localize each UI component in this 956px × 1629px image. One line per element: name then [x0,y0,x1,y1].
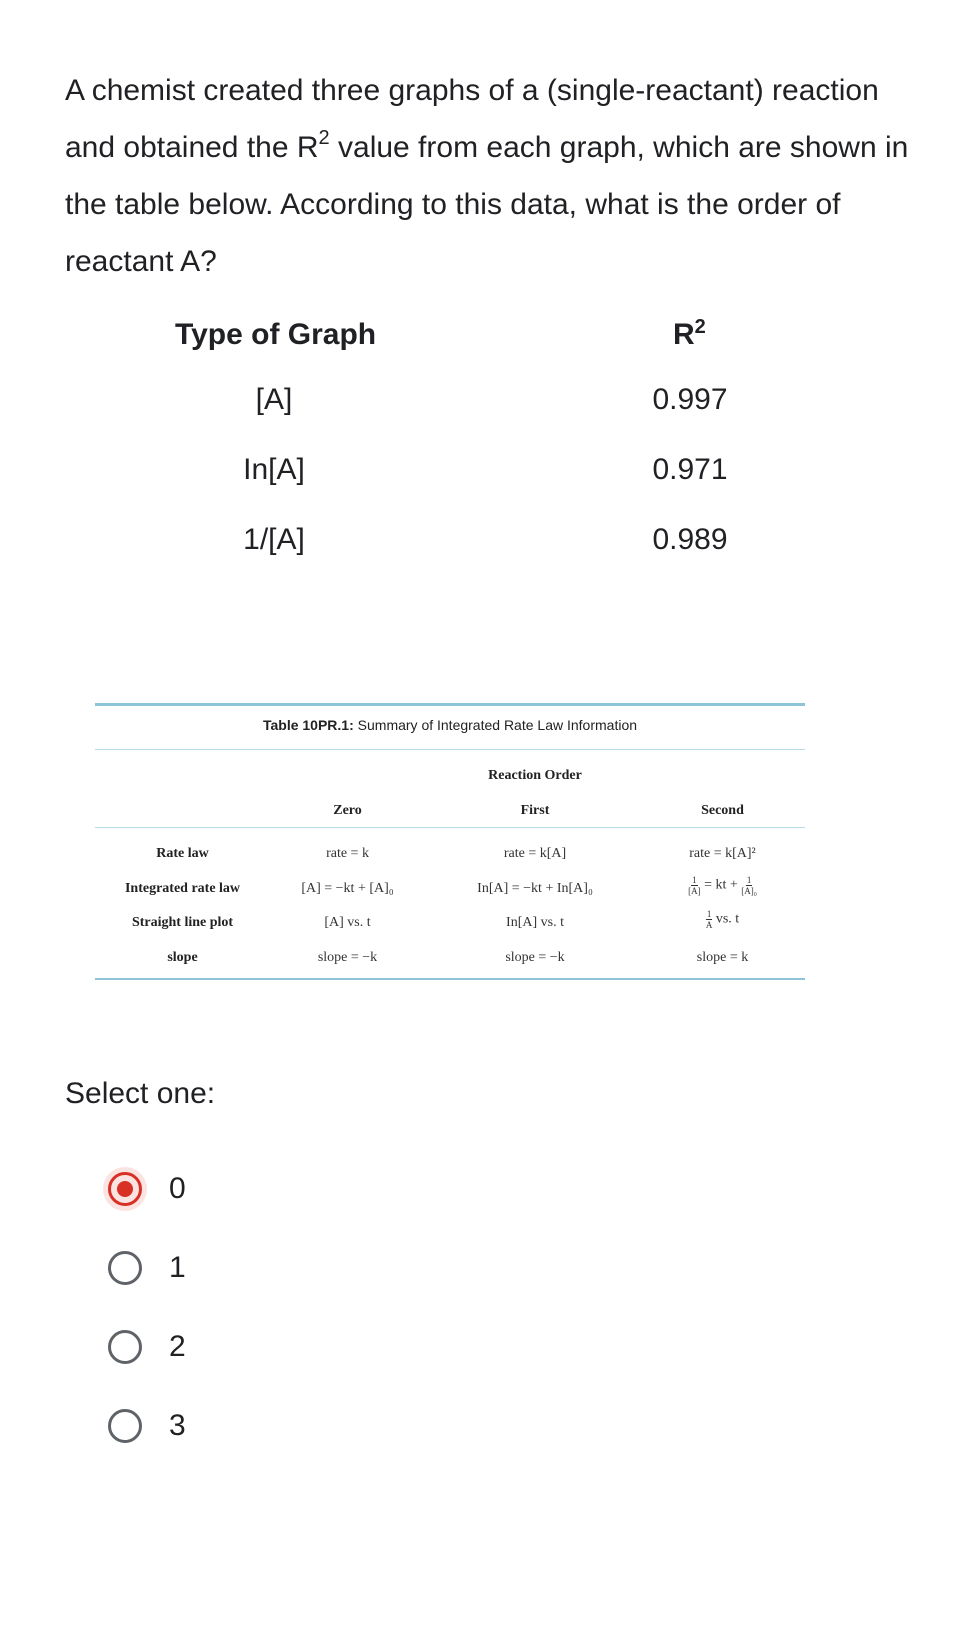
answer-option-label: 3 [169,1409,186,1442]
radio-button[interactable] [108,1409,142,1443]
row-label-straight-line-plot: Straight line plot [131,915,234,930]
radio-button-checked[interactable] [108,1172,142,1206]
integrated-rate-law-table-image [95,703,805,985]
fraction: $\frac{1}{\text{[A]₀}}$ [741,875,757,896]
reaction-order-header: Reaction Order [488,768,582,783]
answer-option-0[interactable] [103,1167,186,1211]
row-label-integrated-rate-law: Integrated rate law [124,881,241,896]
header-type-of-graph: Type of Graph [175,318,377,351]
radio-focus-ring [103,1246,147,1290]
radio-focus-ring [103,1404,147,1448]
answer-option-1[interactable] [103,1246,186,1290]
r2-value-cell: 0.971 [652,453,728,486]
cell-zero-plot: [A] vs. t [324,915,371,930]
graph-type-cell: [A] [255,383,293,416]
header-r-squared: $R^2$ [673,316,706,351]
table-rule [95,827,805,828]
answer-option-label: 2 [169,1330,186,1363]
select-one-label: Select one: [65,1077,216,1110]
radio-focus-ring [103,1167,147,1211]
table-rule [95,749,805,750]
column-header-first: First [520,803,550,818]
r2-value-cell: 0.997 [652,383,728,416]
radio-button[interactable] [108,1251,142,1285]
table-rule [95,978,805,980]
question-text: A chemist created three graphs of a (single-reactant) reaction and obtained the $R^2$ value from each graph, which are shown in the table below. According to this data, what is the order of reactant A? [65,74,909,278]
row-label-rate-law: Rate law [156,846,209,861]
cell-second-rate-law: rate = k[A]² [689,846,756,861]
column-header-zero: Zero [333,803,362,818]
cell-zero-slope: slope = −k [317,950,378,965]
cell-second-plot: $\frac{1}{A}$ vs. t [705,909,740,930]
fraction: $\frac{1}{A}$ [705,909,713,930]
cell-zero-rate-law: rate = k [326,846,369,861]
cell-first-slope: slope = −k [505,950,565,965]
graph-type-cell: In[A] [243,453,305,486]
cell-first-plot: In[A] vs. t [506,915,564,930]
radio-button[interactable] [108,1330,142,1364]
graph-type-cell: 1/[A] [243,523,305,556]
r2-value-cell: 0.989 [652,523,728,556]
answer-option-3[interactable] [103,1404,186,1448]
table-rule [95,703,805,706]
table-caption: Table 10PR.1: Summary of Integrated Rate Law Information [262,717,638,733]
cell-zero-integrated: [A] = −kt + [A]₀ [301,881,394,896]
cell-second-slope: slope = k [696,950,749,965]
answer-option-label: 1 [169,1251,186,1284]
answer-option-2[interactable] [103,1325,186,1369]
row-label-slope: slope [167,950,198,965]
cell-first-rate-law: rate = k[A] [503,846,567,861]
column-header-second: Second [701,803,744,818]
answer-option-label: 0 [169,1172,186,1205]
cell-first-integrated: In[A] = −kt + In[A]₀ [477,881,593,896]
radio-focus-ring [103,1325,147,1369]
fraction: $\frac{1}{[A]}$ [688,875,701,896]
cell-second-integrated: $\frac{1}{[A]}$ = kt + $\frac{1}{\text{[A]₀}}$ [688,875,757,896]
